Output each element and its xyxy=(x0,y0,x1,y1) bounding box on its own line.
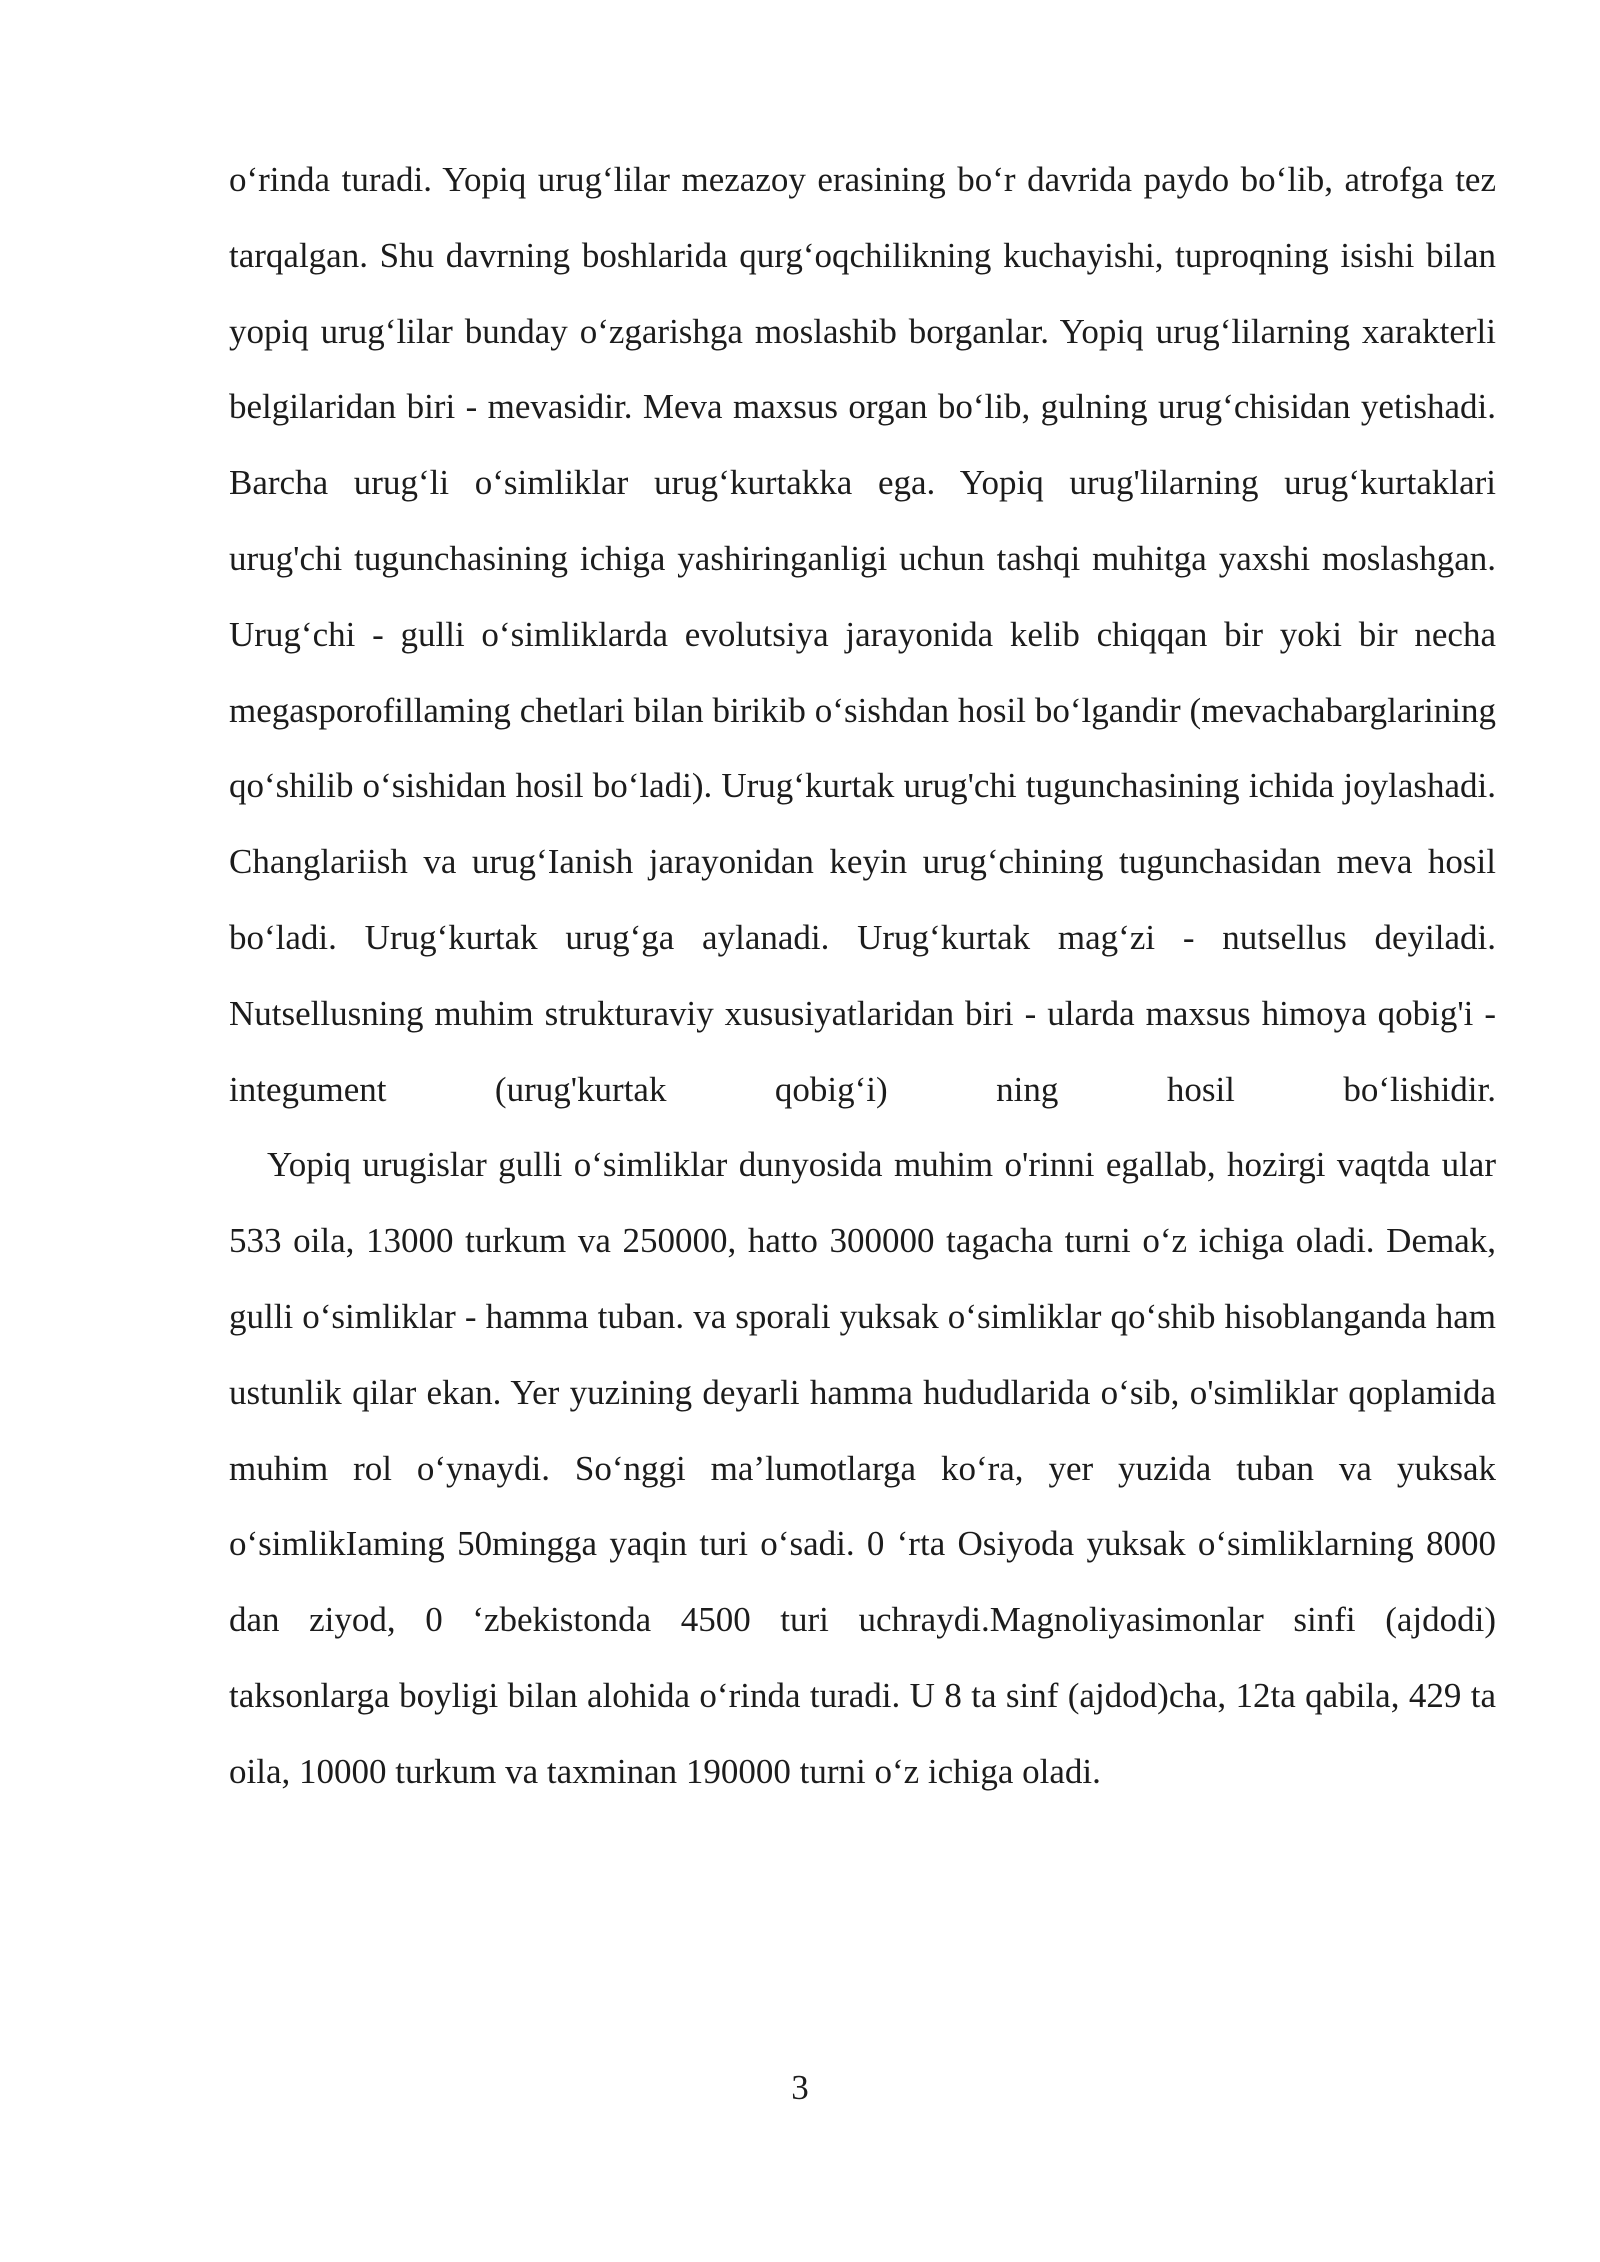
paragraph-2: Yopiq urugislar gulli o‘simliklar dunyosida muhim o'rinni egallab, hozirgi vaqtda ular 533 oila, 13000 turkum va 250000, hatto 300000 tagacha turni o‘z ichiga oladi. Demak, gulli o‘simliklar - hamma tuban. va sporali yuksak o‘simliklar qo‘shib hisoblanganda ham ustunlik qilar ekan. Yer yuzining deyarli hamma hududlarida o‘sib, o'simliklar qoplamida muhim rol o‘ynaydi. So‘nggi ma’lumotlarga ko‘ra, yer yuzida tuban va yuksak o‘simlikIaming 50mingga yaqin turi o‘sadi. 0 ‘rta Osiyoda yuksak o‘simliklarning 8000 dan ziyod, 0 ‘zbekistonda 4500 turi uchraydi.Magnoliyasimonlar sinfi (ajdodi) taksonlarga boyligi bilan alohida o‘rinda turadi. U 8 ta sinf (ajdod)cha, 12ta qabila, 429 ta oila, 10000 turkum va taxminan 190000 turni o‘z ichiga oladi. xyxy=(229,1145,1496,1791)
paragraph-1: o‘rinda turadi. Yopiq urug‘lilar mezazoy erasining bo‘r davrida paydo bo‘lib, atrofga tez tarqalgan. Shu davrning boshlarida qurg‘oqchilikning kuchayishi, tuproqning isishi bilan yopiq urug‘lilar bunday o‘zgarishga moslashib borganlar. Yopiq urug‘lilarning xarakterli belgilaridan biri - mevasidir. Meva maxsus organ bo‘lib, gulning urug‘chisidan yetishadi. Barcha urug‘li o‘simliklar urug‘kurtakka ega. Yopiq urug'lilarning urug‘kurtaklari urug'chi tugunchasining ichiga yashiringanligi uchun tashqi muhitga yaxshi moslashgan. Urug‘chi - gulli o‘simliklarda evolutsiya jarayonida kelib chiqqan bir yoki bir necha megasporofillaming chetlari bilan birikib o‘sishdan hosil bo‘lgandir (mevachabarglarining qo‘shilib o‘sishidan hosil bo‘ladi). Urug‘kurtak urug'chi tugunchasining ichida joylashadi. Changlariish va urug‘Ianish jarayonidan keyin urug‘chining tugunchasidan meva hosil bo‘ladi. Urug‘kurtak urug‘ga aylanadi. Urug‘kurtak mag‘zi - nutsellus deyiladi. Nutsellusning muhim strukturaviy xususiyatlaridan biri - ularda maxsus himoya qobig'i - integument (urug'kurtak qobig‘i) ning hosil bo‘lishidir. xyxy=(229,160,1496,1109)
page-number: 3 xyxy=(791,2068,809,2107)
body-text xyxy=(229,142,1496,1810)
